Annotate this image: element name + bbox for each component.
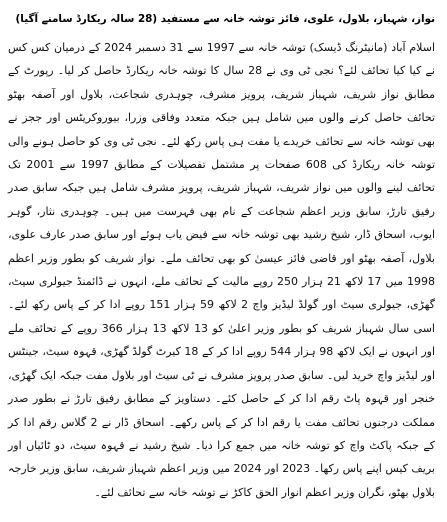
article-body: اسلام آباد (مانیٹرنگ ڈیسک) توشہ خانہ سے 1997 سے 31 دسمبر 2024 کے درمیان کس کس نے کیا کیا تحائف لئے؟ نجی ٹی وی نے 28 سال کا توشہ خانہ ریکارڈ حاصل کر لیا۔ رپورٹ کے مطابق نواز شریف، شہباز شریف، پرویز مشرف، چوہدری شجاعت، بلاول اور آصفہ بھٹو تحائف حاصل کرنے والوں میں شامل ہیں جبکہ متعدد وفاقی وزرا، بیوروکریٹس اور ججز نے بھی توشہ خانہ سے تحائف خریدے یا مفت ہی پاس رکھ لئے۔ نجی ٹی وی کو حاصل ہونے والی توشہ خانہ ریکارڈ کی 608 صفحات پر مشتمل تفصیلات کے مطابق 1997 سے 2001 تک تحائف لینے والوں میں نواز شریف، شہباز شریف، پرویز مشرف شامل ہیں جبکہ سابق صدر رفیق تارڑ، سابق وزیر اعظم شجاعت کے نام بھی فہرست میں ہیں۔ چوہدری نثار، گوہر ایوب، اسحاق ڈار، شیخ رشید بھی توشہ خانہ سے فیض یاب ہوئے اور سابق صدر عارف علوی، بلاول، آصفہ بھٹو اور قاضی فائز عیسیٰ کو بھی تحائف ملے۔ نواز شریف کو بطور وزیر اعظم 1998 میں 17 لاکھ 21 ہزار 250 روپے مالیت کے تحائف ملے، انہوں نے ڈائمنڈ جیولری سیٹ، گھڑی، جیولری سیٹ اور گولڈ لیڈیز واچ 2 لاکھ 59 ہزار 151 روپے ادا کر کے پاس رکھ لئے۔ اسی سال شہباز شریف کو بطور وزیر اعلیٰ کو 13 لاکھ 13 ہزار 366 روپے کے تحائف ملے اور انہوں نے ایک لاکھ 98 ہزار 544 روپے ادا کر کے 18 کیرٹ گولڈ گھڑی، قہوہ سیٹ، جینٹس اور لیڈیز واچ خرید لیں۔ سابق صدر پرویز مشرف نے ٹی سیٹ اور بلاول مفت جبکہ ایک گھڑی، خنجر اور قہوہ پاٹ رقم ادا کر کے حاصل کئے۔ دستاویز کے مطابق رفیق تارڑ نے بطور صدر مملکت درجنوں تحائف مفت یا رقم ادا کر کے پاس رکھے۔ اسحاق ڈار نے 2 گلاس رقم ادا کر کے جبکہ پاکٹ واچ کو توشہ خانہ میں جمع کرا دیا۔ شیخ رشید نے قہوہ سیٹ، دو ٹائیاں اور بریف کیس اپنے پاس رکھا۔ 2023 اور 2024 میں وزیر اعظم شہباز شریف، سابق وزیر خارجہ بلاول بھٹو، نگران وزیر اعظم انوار الحق کاکڑ نے توشہ خانہ سے تحائف لئے۔	[8, 41, 436, 499]
article-headline: نواز، شہباز، بلاول، علوی، فائز توشہ خانہ سے مستفید (28 سالہ ریکارڈ سامنے آگیا)	[15, 13, 435, 25]
